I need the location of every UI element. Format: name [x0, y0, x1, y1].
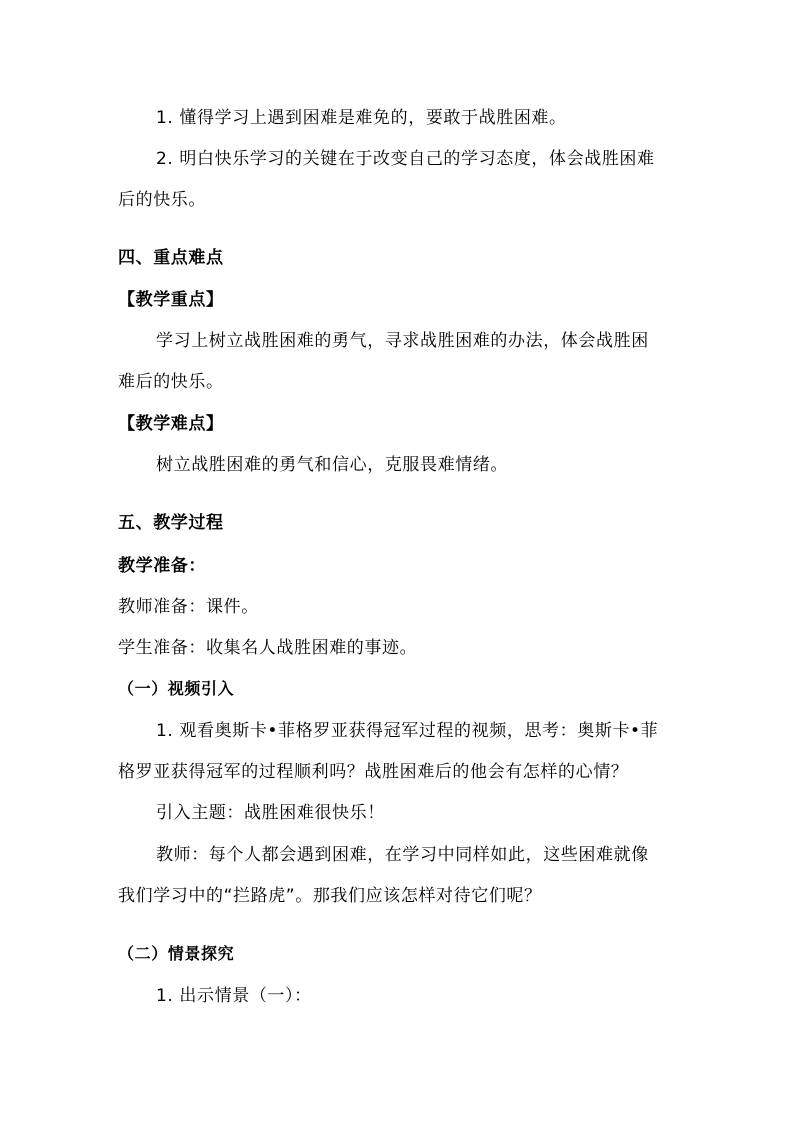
key-point-text: 学习上树立战胜困难的勇气，寻求战胜困难的办法，体会战胜困	[156, 331, 649, 351]
goal-item-1: 1. 懂得学习上遇到困难是难免的，要敢于战胜困难。	[156, 108, 567, 128]
difficulty-text: 树立战胜困难的勇气和信心，克服畏难情绪。	[156, 455, 508, 475]
key-point-text-continued: 难后的快乐。	[118, 372, 224, 392]
section-heading-teaching-process: 五、教学过程	[118, 513, 224, 533]
video-intro-item-1-continued: 格罗亚获得冠军的过程顺利吗？战胜困难后的他会有怎样的心情？	[118, 762, 629, 782]
video-intro-item-1: 1. 观看奥斯卡•菲格罗亚获得冠军过程的视频，思考：奥斯卡•菲	[156, 721, 659, 741]
goal-item-2: 2. 明白快乐学习的关键在于改变自己的学习态度，体会战胜困难	[156, 149, 655, 169]
section-heading-key-points: 四、重点难点	[118, 248, 224, 268]
teacher-remark: 教师：每个人都会遇到困难，在学习中同样如此，这些困难就像	[156, 845, 649, 865]
teacher-preparation: 教师准备：课件。	[118, 597, 259, 617]
subsection-scenario-inquiry: （二）情景探究	[118, 944, 235, 963]
key-point-title: 【教学重点】	[118, 290, 224, 310]
teacher-remark-continued: 我们学习中的“拦路虎”。那我们应该怎样对待它们呢？	[118, 886, 542, 906]
intro-theme: 引入主题：战胜困难很快乐！	[156, 803, 385, 823]
subsection-video-intro: （一）视频引入	[118, 679, 235, 698]
scenario-item-1: 1. 出示情景（一）：	[156, 986, 312, 1006]
goal-item-2-continued: 后的快乐。	[118, 190, 206, 210]
student-preparation: 学生准备：收集名人战胜困难的事迹。	[118, 638, 418, 658]
preparation-title: 教学准备：	[118, 556, 206, 576]
difficulty-title: 【教学难点】	[118, 414, 224, 434]
